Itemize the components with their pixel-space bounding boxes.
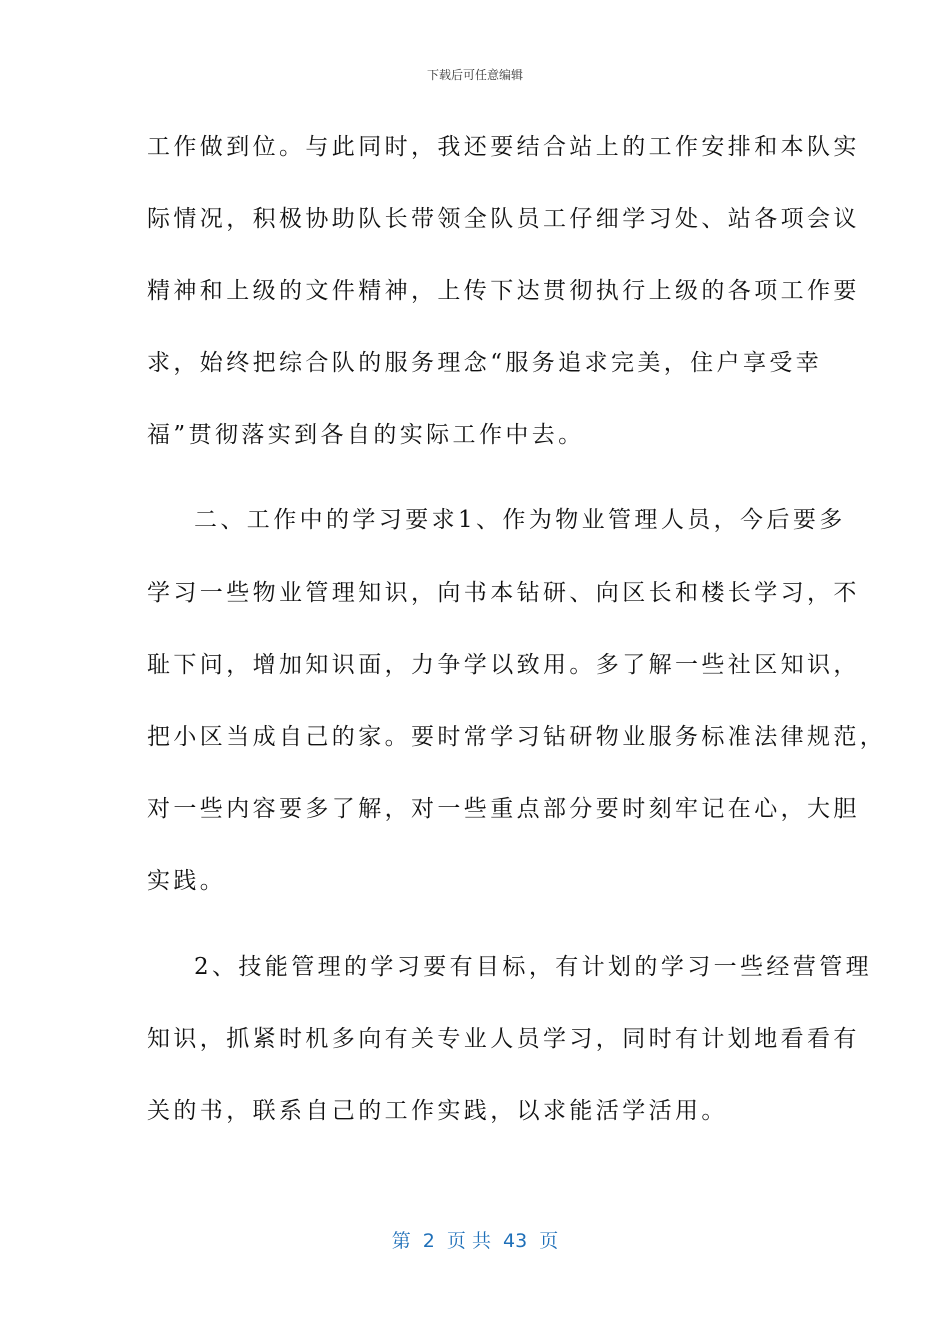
paragraph-line: 二、工作中的学习要求1、作为物业管理人员，今后要多 <box>194 507 846 533</box>
header-note: 下载后可任意编辑 <box>426 68 523 82</box>
paragraph-line: 工作做到位。与此同时，我还要结合站上的工作安排和本队实 <box>147 134 860 160</box>
paragraph-line: 求，始终把综合队的服务理念“服务追求完美，住户享受幸 <box>147 350 823 376</box>
paragraph-line: 福”贯彻落实到各自的实际工作中去。 <box>147 422 585 448</box>
paragraph-line: 精神和上级的文件精神，上传下达贯彻执行上级的各项工作要 <box>147 278 860 304</box>
paragraph-line: 关的书，联系自己的工作实践，以求能活学活用。 <box>147 1098 728 1124</box>
paragraph-line: 2、技能管理的学习要有目标，有计划的学习一些经营管理 <box>194 954 873 980</box>
paragraph-line: 学习一些物业管理知识，向书本钻研、向区长和楼长学习，不 <box>147 580 860 606</box>
paragraph-line: 把小区当成自己的家。要时常学习钻研物业服务标准法律规范， <box>147 724 887 750</box>
paragraph-line: 对一些内容要多了解，对一些重点部分要时刻牢记在心，大胆 <box>147 796 860 822</box>
paragraph-line: 际情况，积极协助队长带领全队员工仔细学习处、站各项会议 <box>147 206 860 232</box>
paragraph-line: 实践。 <box>147 868 227 894</box>
page-number: 第 2 页 共 43 页 <box>391 1230 559 1252</box>
paragraph-line: 耻下问，增加知识面，力争学以致用。多了解一些社区知识， <box>147 652 860 678</box>
paragraph-line: 知识，抓紧时机多向有关专业人员学习，同时有计划地看看有 <box>147 1026 860 1052</box>
